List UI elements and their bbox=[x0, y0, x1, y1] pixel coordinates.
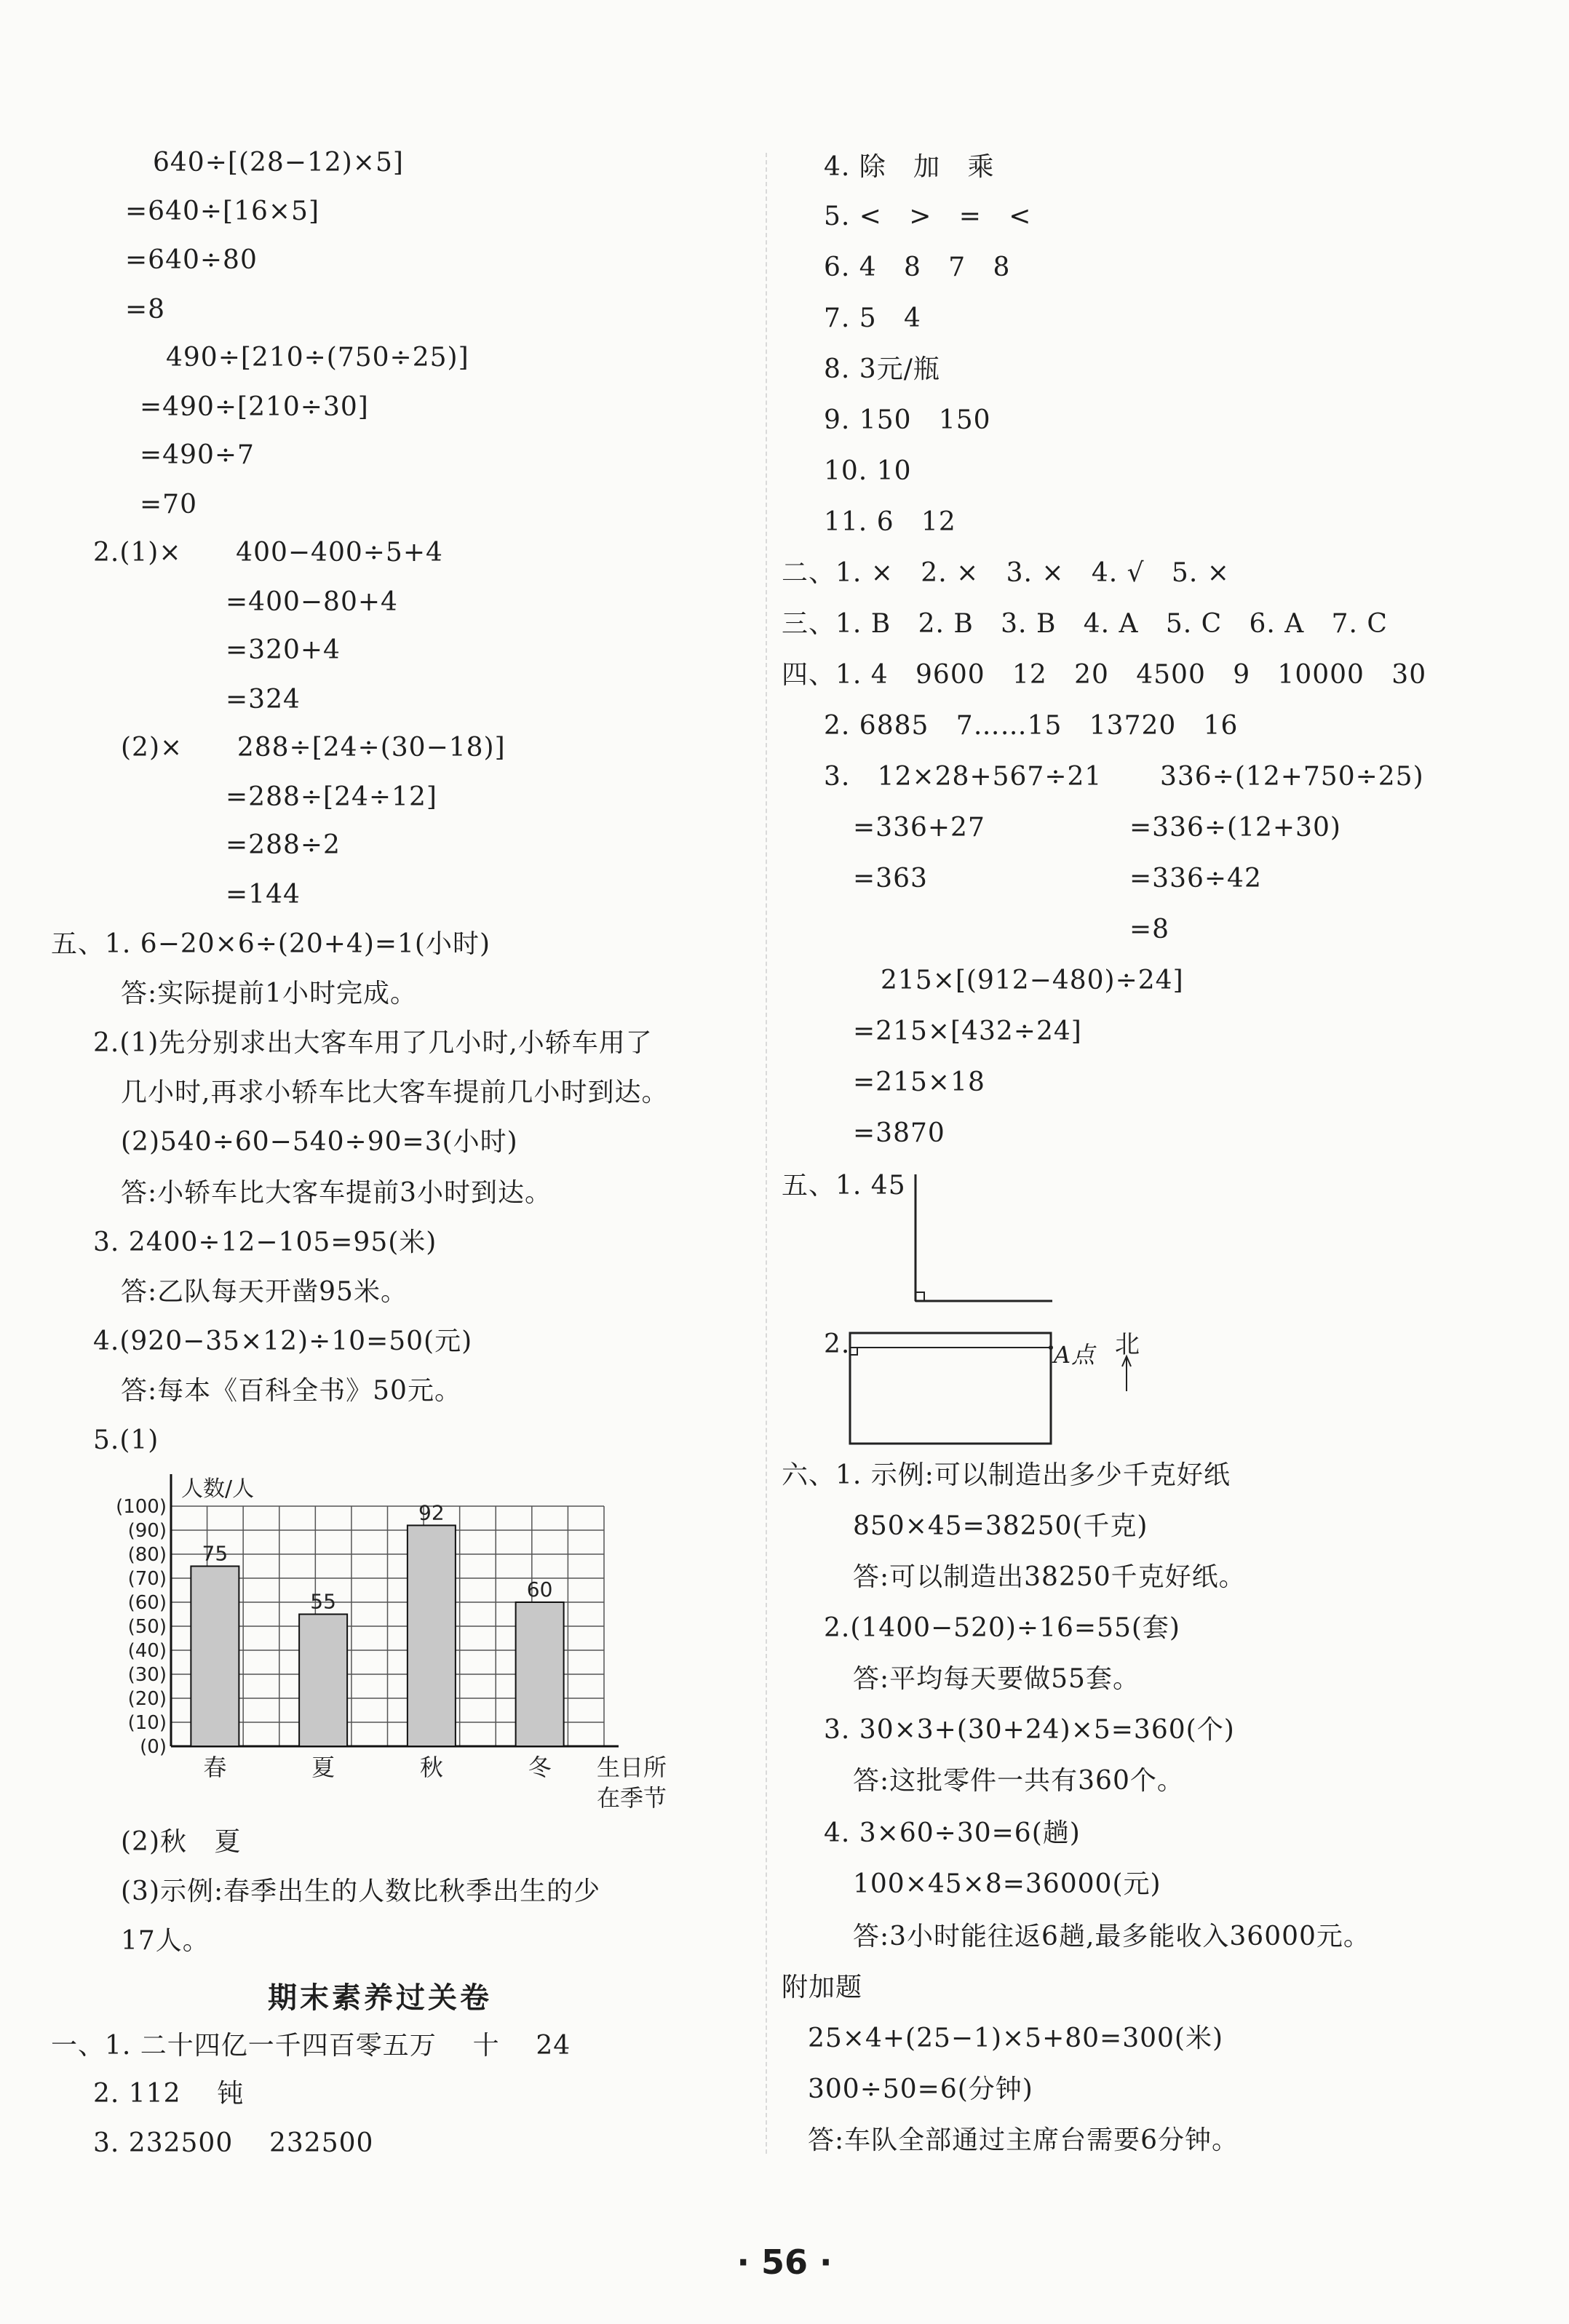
answer-line: 2. bbox=[824, 1329, 851, 1359]
answer-line: 4. 除 加 乘 bbox=[824, 152, 995, 182]
category-label: 秋 bbox=[419, 1754, 443, 1781]
calc-line: 3. 12×28+567÷21 bbox=[824, 762, 1103, 792]
y-tick-label: (0) bbox=[140, 1736, 167, 1758]
section-title: 期末素养过关卷 bbox=[268, 1981, 492, 2015]
calc-line: 490÷[210÷(750÷25)] bbox=[166, 343, 469, 373]
column-divider bbox=[766, 153, 767, 2154]
answer-line: 2. 6885 7……15 13720 16 bbox=[824, 711, 1239, 741]
answer-line: 3. 2400÷12−105=95(米) bbox=[93, 1227, 437, 1257]
calc-line: =215×18 bbox=[853, 1067, 985, 1097]
answer-line: 五、1. 45 bbox=[782, 1171, 906, 1201]
y-tick-label: (30) bbox=[127, 1664, 167, 1686]
answer-line: 3. 232500 232500 bbox=[93, 2128, 374, 2158]
calc-line: =400−80+4 bbox=[226, 587, 398, 617]
calc-line: =336÷42 bbox=[1129, 864, 1262, 894]
answer-line: (3)示例:春季出生的人数比秋季出生的少 bbox=[121, 1877, 601, 1906]
answer-line: 8. 3元/瓶 bbox=[824, 354, 940, 384]
answer-line: 答:乙队每天开凿95米。 bbox=[121, 1277, 408, 1307]
calc-line: 336÷(12+750÷25) bbox=[1160, 762, 1424, 792]
bonus-heading: 附加题 bbox=[782, 1973, 863, 2002]
y-tick-label: (20) bbox=[127, 1688, 167, 1710]
answer-line: 答:每本《百科全书》50元。 bbox=[121, 1376, 461, 1406]
y-tick-label: (50) bbox=[127, 1616, 167, 1638]
answer-line: (2)秋 夏 bbox=[121, 1827, 242, 1857]
y-tick-label: (70) bbox=[127, 1568, 167, 1590]
answer-line: 答:可以制造出38250千克好纸。 bbox=[853, 1562, 1246, 1592]
category-label: 春 bbox=[203, 1754, 227, 1781]
calc-line: 25×4+(25−1)×5+80=300(米) bbox=[808, 2023, 1224, 2053]
season-bar-chart bbox=[102, 1463, 670, 1826]
calc-line: =324 bbox=[226, 685, 301, 715]
calc-line: =336+27 bbox=[853, 813, 985, 843]
bar bbox=[299, 1615, 347, 1747]
data-label: 75 bbox=[202, 1541, 229, 1566]
y-tick-label: (40) bbox=[127, 1640, 167, 1662]
calc-line: 640÷[(28−12)×5] bbox=[153, 148, 404, 178]
answer-line: 2.(1400−520)÷16=55(套) bbox=[824, 1613, 1180, 1643]
x-axis-label: 生日所 bbox=[597, 1754, 667, 1781]
point-a-label: A点 bbox=[1054, 1341, 1096, 1369]
calc-line: =144 bbox=[226, 880, 301, 910]
bar bbox=[408, 1525, 456, 1746]
calc-line: =363 bbox=[853, 864, 928, 894]
y-tick-label: (90) bbox=[127, 1520, 167, 1542]
y-tick-label: (80) bbox=[127, 1544, 167, 1566]
answer-line: 答:平均每天要做55套。 bbox=[853, 1664, 1140, 1694]
answer-line: (2)540÷60−540÷90=3(小时) bbox=[121, 1127, 518, 1157]
answer-line: 11. 6 12 bbox=[824, 507, 956, 537]
answer-line: 答:车队全部通过主席台需要6分钟。 bbox=[808, 2125, 1239, 2155]
right-angle-figure bbox=[910, 1171, 1055, 1310]
y-tick-label: (60) bbox=[127, 1592, 167, 1614]
calc-line: 300÷50=6(分钟) bbox=[808, 2074, 1033, 2104]
answer-line: 10. 10 bbox=[824, 456, 912, 486]
calc-line: =288÷[24÷12] bbox=[226, 782, 437, 812]
north-label: 北 bbox=[1115, 1330, 1140, 1359]
data-label: 92 bbox=[418, 1500, 445, 1525]
calc-line: =215×[432÷24] bbox=[853, 1016, 1082, 1046]
answer-line: 答:实际提前1小时完成。 bbox=[121, 979, 418, 1008]
answer-line: 几小时,再求小轿车比大客车提前几小时到达。 bbox=[121, 1078, 669, 1107]
answer-line: 4. 3×60÷30=6(趟) bbox=[824, 1818, 1081, 1848]
y-tick-label: (10) bbox=[127, 1712, 167, 1734]
answer-line: 6. 4 8 7 8 bbox=[824, 252, 1011, 282]
calc-line: 100×45×8=36000(元) bbox=[853, 1869, 1161, 1899]
answer-line: 答:3小时能往返6趟,最多能收入36000元。 bbox=[853, 1922, 1370, 1951]
answer-line: 5.(1) bbox=[93, 1425, 159, 1455]
calc-line: 215×[(912−480)÷24] bbox=[881, 966, 1184, 995]
answer-line: 六、1. 示例:可以制造出多少千克好纸 bbox=[782, 1460, 1231, 1490]
calc-line: =288÷2 bbox=[226, 830, 341, 860]
answer-line: 9. 150 150 bbox=[824, 405, 991, 435]
answer-line: 答:这批零件一共有360个。 bbox=[853, 1766, 1184, 1796]
data-label: 60 bbox=[526, 1577, 553, 1601]
answer-line: 3. 30×3+(30+24)×5=360(个) bbox=[824, 1715, 1235, 1745]
calc-line: =490÷[210÷30] bbox=[140, 392, 369, 422]
answer-line: 4.(920−35×12)÷10=50(元) bbox=[93, 1326, 473, 1356]
bar bbox=[191, 1567, 239, 1747]
calc-line: =640÷80 bbox=[125, 245, 258, 275]
calc-line: =70 bbox=[140, 490, 197, 520]
y-axis-label: 人数/人 bbox=[181, 1476, 255, 1502]
calc-line: =8 bbox=[1129, 915, 1170, 944]
answer-line: 答:小轿车比大客车提前3小时到达。 bbox=[121, 1178, 552, 1208]
calc-line: =490÷7 bbox=[140, 440, 255, 470]
calc-line: =3870 bbox=[853, 1118, 945, 1148]
calc-line: =336÷(12+30) bbox=[1129, 813, 1341, 843]
bar bbox=[516, 1602, 564, 1746]
data-label: 55 bbox=[310, 1589, 336, 1614]
answer-line: 五、1. 6−20×6÷(20+4)=1(小时) bbox=[51, 929, 491, 959]
answer-line: 三、1. B 2. B 3. B 4. A 5. C 6. A 7. C bbox=[782, 609, 1388, 639]
category-label: 夏 bbox=[311, 1754, 335, 1781]
answer-line: 二、1. × 2. × 3. × 4. √ 5. × bbox=[782, 558, 1230, 588]
page-number: · 56 · bbox=[736, 2243, 833, 2282]
answer-line: 17人。 bbox=[121, 1926, 210, 1956]
calc-line: 850×45=38250(千克) bbox=[853, 1511, 1148, 1541]
answer-line: 7. 5 4 bbox=[824, 303, 921, 333]
category-label: 冬 bbox=[528, 1754, 552, 1781]
answer-line: 一、1. 二十四亿一千四百零五万 十 24 bbox=[51, 2031, 571, 2061]
calc-line: =320+4 bbox=[226, 635, 341, 665]
calc-line: (2)× 288÷[24÷(30−18)] bbox=[121, 733, 506, 763]
y-tick-label: (100) bbox=[116, 1496, 167, 1518]
answer-line: 5. < > = < bbox=[824, 202, 1032, 231]
answer-line: 2.(1)先分别求出大客车用了几小时,小轿车用了 bbox=[93, 1028, 653, 1058]
calc-line: =640÷[16×5] bbox=[125, 196, 320, 226]
answer-line: 2. 112 钝 bbox=[93, 2079, 245, 2109]
calc-line: =8 bbox=[125, 295, 166, 325]
answer-line: 四、1. 4 9600 12 20 4500 9 10000 30 bbox=[782, 660, 1427, 690]
calc-line: 2.(1)× 400−400÷5+4 bbox=[93, 538, 443, 568]
x-axis-label: 在季节 bbox=[597, 1784, 667, 1812]
